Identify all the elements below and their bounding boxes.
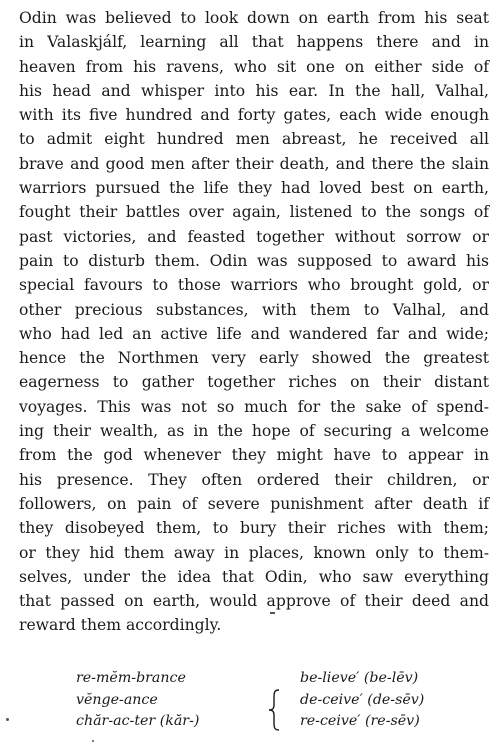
vocabulary-word: chăr-ac-ter (kăr-)	[76, 713, 200, 729]
vocabulary-word: re-ceive′ (re-sēv)	[300, 713, 420, 729]
text-line: pain to disturb them. Odin was supposed to award his	[19, 251, 489, 270]
text-line: that passed on earth, would approve of their deed and	[19, 592, 489, 611]
print-speck	[270, 612, 275, 614]
vocabulary-word: vĕnge-ance	[76, 691, 158, 708]
print-speck	[92, 740, 94, 742]
text-line: selves, under the idea that Odin, who saw everything	[19, 567, 489, 586]
vocabulary-word: de-ceive′ (de-sēv)	[300, 691, 425, 708]
text-line: with its five hundred and forty gates, each wide enough	[19, 106, 489, 125]
text-line: from the god whenever they might have to appear in	[19, 446, 489, 465]
text-line-last: reward them accordingly.	[19, 616, 222, 635]
text-line: who had led an active life and wandered far and wide;	[19, 324, 489, 343]
text-line: voyages. This was not so much for the sake of spend-	[19, 397, 489, 416]
vocabulary-word: be-lieve′ (be-lēv)	[300, 670, 419, 686]
text-line: brave and good men after their death, and there the slain	[19, 154, 489, 173]
print-speck	[6, 718, 9, 721]
text-line: his presence. They often ordered their children, or	[19, 470, 489, 489]
text-line: they disobeyed them, to bury their riches with them;	[19, 519, 489, 538]
text-line: warriors pursued the life they had loved best on earth,	[19, 179, 489, 198]
text-line: eagerness to gather together riches on their distant	[19, 373, 489, 392]
curly-brace-icon	[267, 689, 283, 731]
text-line: followers, on pain of severe punishment after death if	[19, 494, 489, 513]
text-line: ing their wealth, as in the hope of securing a welcome	[19, 422, 489, 441]
text-line: in Valaskjálf, learning all that happens there and in	[19, 33, 489, 52]
vocabulary-list-left	[76, 668, 199, 733]
text-line: past victories, and feasted together without sorrow or	[19, 227, 489, 246]
text-line: his head and whisper into his ear. In the hall, Valhal,	[19, 81, 489, 100]
body-paragraph	[19, 6, 489, 638]
text-line: other precious substances, with them to Valhal, and	[19, 300, 489, 319]
vocabulary-list-right	[284, 668, 424, 733]
text-line: hence the Northmen very early showed the greatest	[19, 349, 489, 368]
vocabulary-word: re-mĕm-brance	[76, 670, 186, 686]
text-line: heaven from his ravens, who sit one on either side of	[19, 57, 489, 76]
text-line: fought their battles over again, listened to the songs of	[19, 203, 489, 222]
text-line: Odin was believed to look down on earth from his seat	[19, 9, 489, 27]
text-line: to admit eight hundred men abreast, he received all	[19, 130, 489, 149]
text-line: special favours to those warriors who brought gold, or	[19, 276, 489, 295]
text-line: or they hid them away in places, known only to them-	[19, 543, 489, 562]
